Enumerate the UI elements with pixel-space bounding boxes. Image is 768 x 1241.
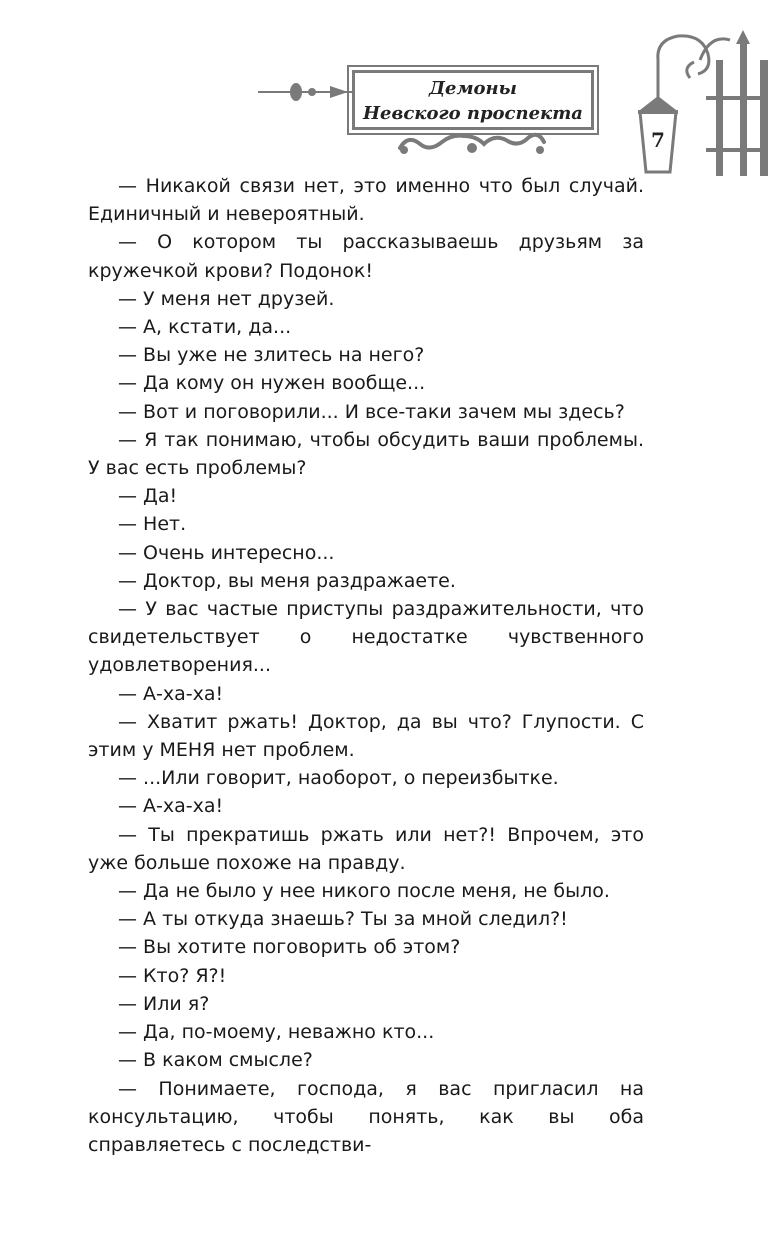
paragraph: — В каком смысле? [118, 1049, 313, 1072]
text-body [88, 172, 644, 1159]
paragraph: — А-ха-ха! [118, 795, 224, 818]
paragraph: — Доктор, вы меня раздражаете. [118, 569, 456, 592]
paragraph: — Или я? [118, 992, 210, 1015]
paragraph: — Хватит ржать! Доктор, да вы что? Глупости. С этим у МЕНЯ нет проблем. [88, 710, 644, 762]
paragraph: — Очень интересно... [118, 541, 335, 564]
running-title-line2: Невского проспекта [363, 103, 583, 124]
paragraph: — А ты откуда знаешь? Ты за мной следил?! [118, 908, 568, 931]
paragraph: — Вы уже не злитесь на него? [118, 344, 425, 367]
paragraph: — Ты прекратишь ржать или нет?! Впрочем, это уже больше похоже на правду. [88, 823, 644, 874]
paragraph: — Вы хотите поговорить об этом? [118, 936, 461, 959]
scroll-ornament [400, 135, 544, 154]
left-spear-ornament [258, 83, 352, 101]
page-header [0, 0, 768, 180]
page-number: 7 [651, 128, 665, 152]
paragraph: — Нет. [118, 513, 187, 536]
paragraph: — Да, по-моему, неважно кто... [118, 1021, 435, 1044]
paragraph: — Я так понимаю, чтобы обсудить ваши проблемы. У вас есть проблемы? [88, 428, 644, 480]
paragraph: — А, кстати, да... [118, 316, 292, 339]
paragraph: — А-ха-ха! [118, 682, 224, 705]
paragraph: — Никакой связи нет, это именно что был случай. Единичный и невероятный. [88, 175, 644, 226]
paragraph: — Кто? Я?! [118, 964, 227, 987]
paragraph: — У меня нет друзей. [118, 287, 335, 310]
paragraph: — О котором ты рассказываешь друзьям за кружечкой крови? Подонок! [88, 231, 644, 282]
paragraph: — ...Или говорит, наоборот, о переизбытке. [118, 767, 559, 790]
fence-ornament [687, 30, 768, 176]
paragraph: — Да кому он нужен вообще... [118, 372, 426, 395]
running-title-box [352, 70, 594, 130]
paragraph: — У вас частые приступы раздражительности, что свидетельствует о недостатке чувственного удовлетворения... [88, 598, 644, 677]
paragraph: — Понимаете, господа, я вас пригласил на консультацию, чтобы понять, как вы оба справляетесь с последстви- [88, 1077, 644, 1156]
paragraph: — Вот и поговорили... И все-таки зачем мы здесь? [118, 400, 625, 423]
paragraph: — Да не было у нее никого после меня, не было. [118, 880, 610, 903]
running-title-line1: Демоны [428, 78, 517, 99]
paragraph: — Да! [118, 485, 178, 508]
